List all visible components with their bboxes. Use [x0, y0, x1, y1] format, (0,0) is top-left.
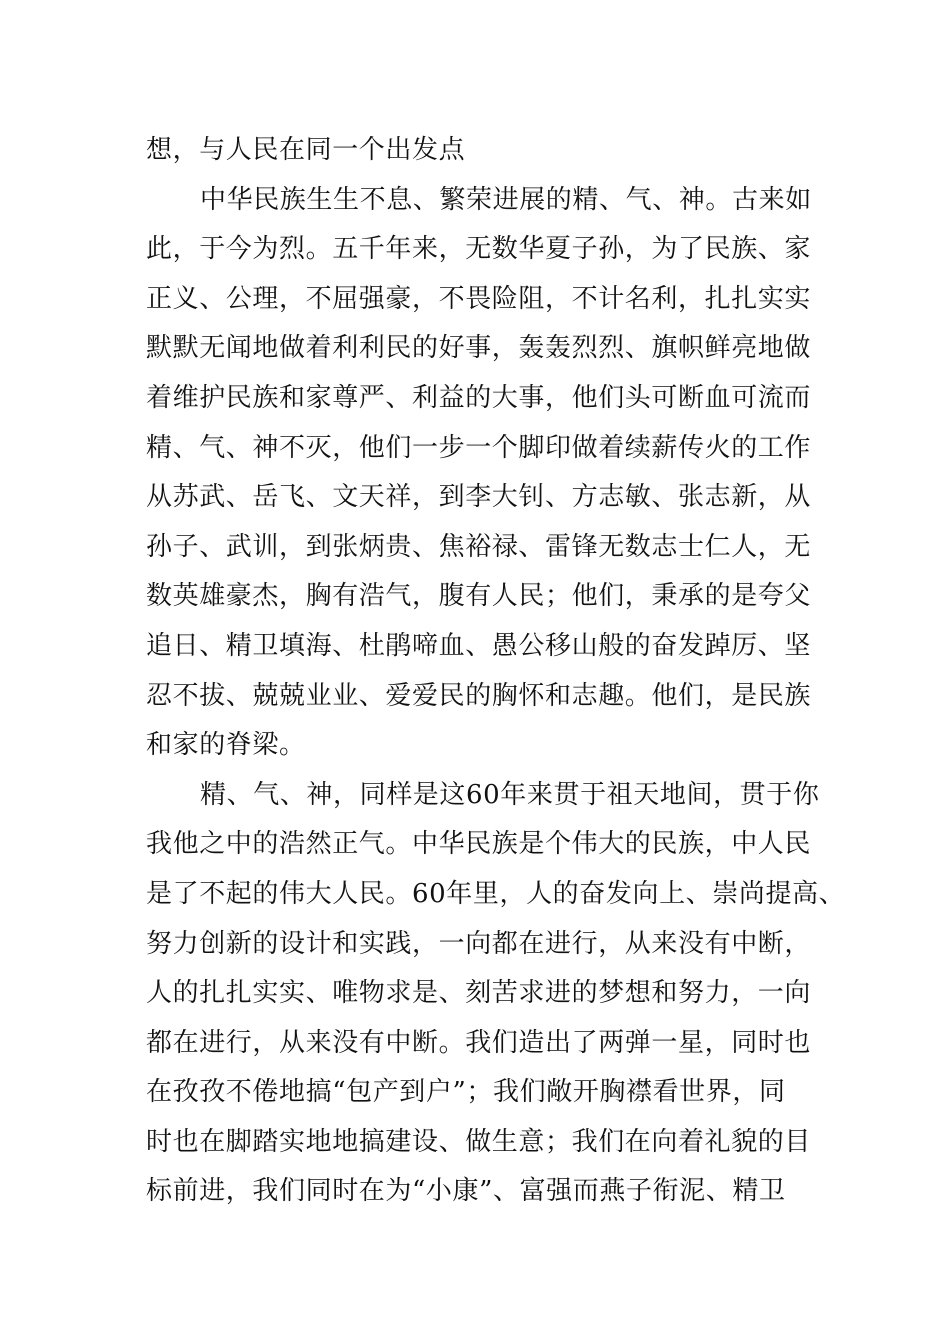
text-line: 精、气、神不灭，他们一步一个脚印做着续薪传火的工作 [146, 432, 812, 463]
text-line: 在孜孜不倦地搞“包产到户”；我们敞开胸襟看世界，同 [146, 1077, 786, 1108]
text-line: 从苏武、岳飞、文天祥，到李大钊、方志敏、张志新，从 [146, 482, 812, 513]
text-line: 时也在脚踏实地地搞建设、做生意；我们在向着礼貌的目 [146, 1126, 812, 1157]
text-line: 正义、公理，不屈强豪，不畏险阻，不计名利，扎扎实实 [146, 283, 812, 314]
text-line: 都在进行，从来没有中断。我们造出了两弹一星，同时也 [146, 1027, 812, 1058]
text-line: 标前进，我们同时在为“小康”、富强而燕子衔泥、精卫 [146, 1176, 786, 1207]
text-line: 数英雄豪杰，胸有浩气，腹有人民；他们，秉承的是夸父 [146, 581, 812, 612]
text-line: 追日、精卫填海、杜鹃啼血、愚公移山般的奋发踔厉、坚 [146, 630, 812, 661]
text-line: 想，与人民在同一个出发点 [146, 135, 466, 165]
paragraph-start-line: 中华民族生生不息、繁荣进展的精、气、神。古来如 [200, 184, 812, 215]
body-text [146, 126, 846, 1217]
text-line: 孙子、武训，到张炳贵、焦裕禄、雷锋无数志士仁人，无 [146, 531, 812, 562]
text-line: 忍不拔、兢兢业业、爱爱民的胸怀和志趣。他们，是民族 [146, 680, 812, 711]
text-line: 着维护民族和家尊严、利益的大事，他们头可断血可流而 [146, 382, 812, 413]
text-line: 此，于今为烈。五千年来，无数华夏子孙，为了民族、家 [146, 234, 812, 265]
text-line: 努力创新的设计和实践，一向都在进行，从来没有中断， [146, 928, 812, 959]
text-line: 和家的脊梁。 [146, 730, 306, 761]
text-line: 人的扎扎实实、唯物求是、刻苦求进的梦想和努力，一向 [146, 978, 812, 1009]
text-line: 默默无闻地做着利利民的好事，轰轰烈烈、旗帜鲜亮地做 [146, 333, 812, 364]
paragraph-start-line: 精、气、神，同样是这60年来贯于祖天地间，贯于你 [200, 779, 820, 810]
text-line: 我他之中的浩然正气。中华民族是个伟大的民族，中人民 [146, 829, 812, 860]
text-line: 是了不起的伟大人民。60年里，人的奋发向上、崇尚提高、 [146, 878, 846, 909]
